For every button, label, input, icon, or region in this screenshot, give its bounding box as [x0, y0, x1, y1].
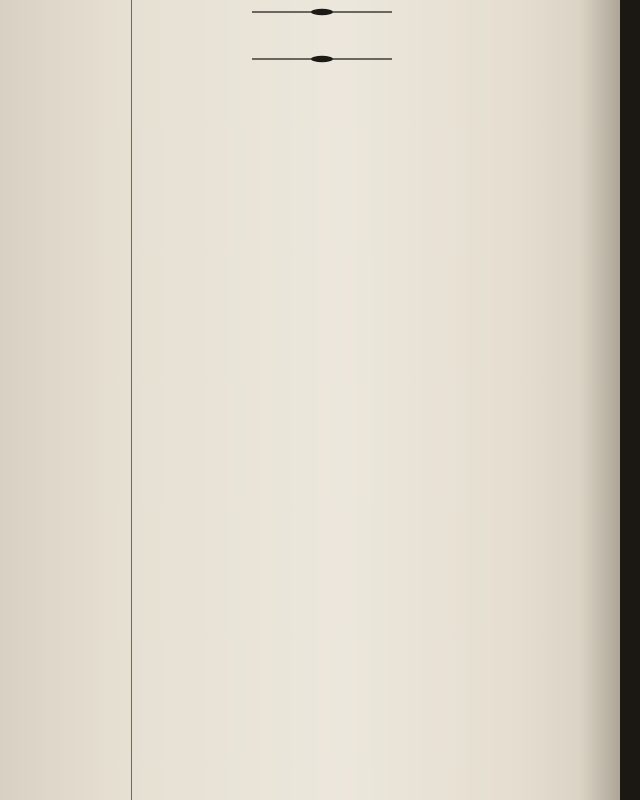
column-rule [131, 0, 132, 800]
ornament-rule-icon [252, 53, 392, 65]
ornament-rule-2 [142, 52, 534, 66]
article-indian-hostilities [142, 27, 534, 45]
page-shadow [580, 0, 620, 800]
main-column [142, 0, 534, 74]
ornament-rule-icon [252, 6, 392, 18]
article-heading-line [142, 27, 534, 45]
ornament-rule-1 [142, 5, 534, 19]
